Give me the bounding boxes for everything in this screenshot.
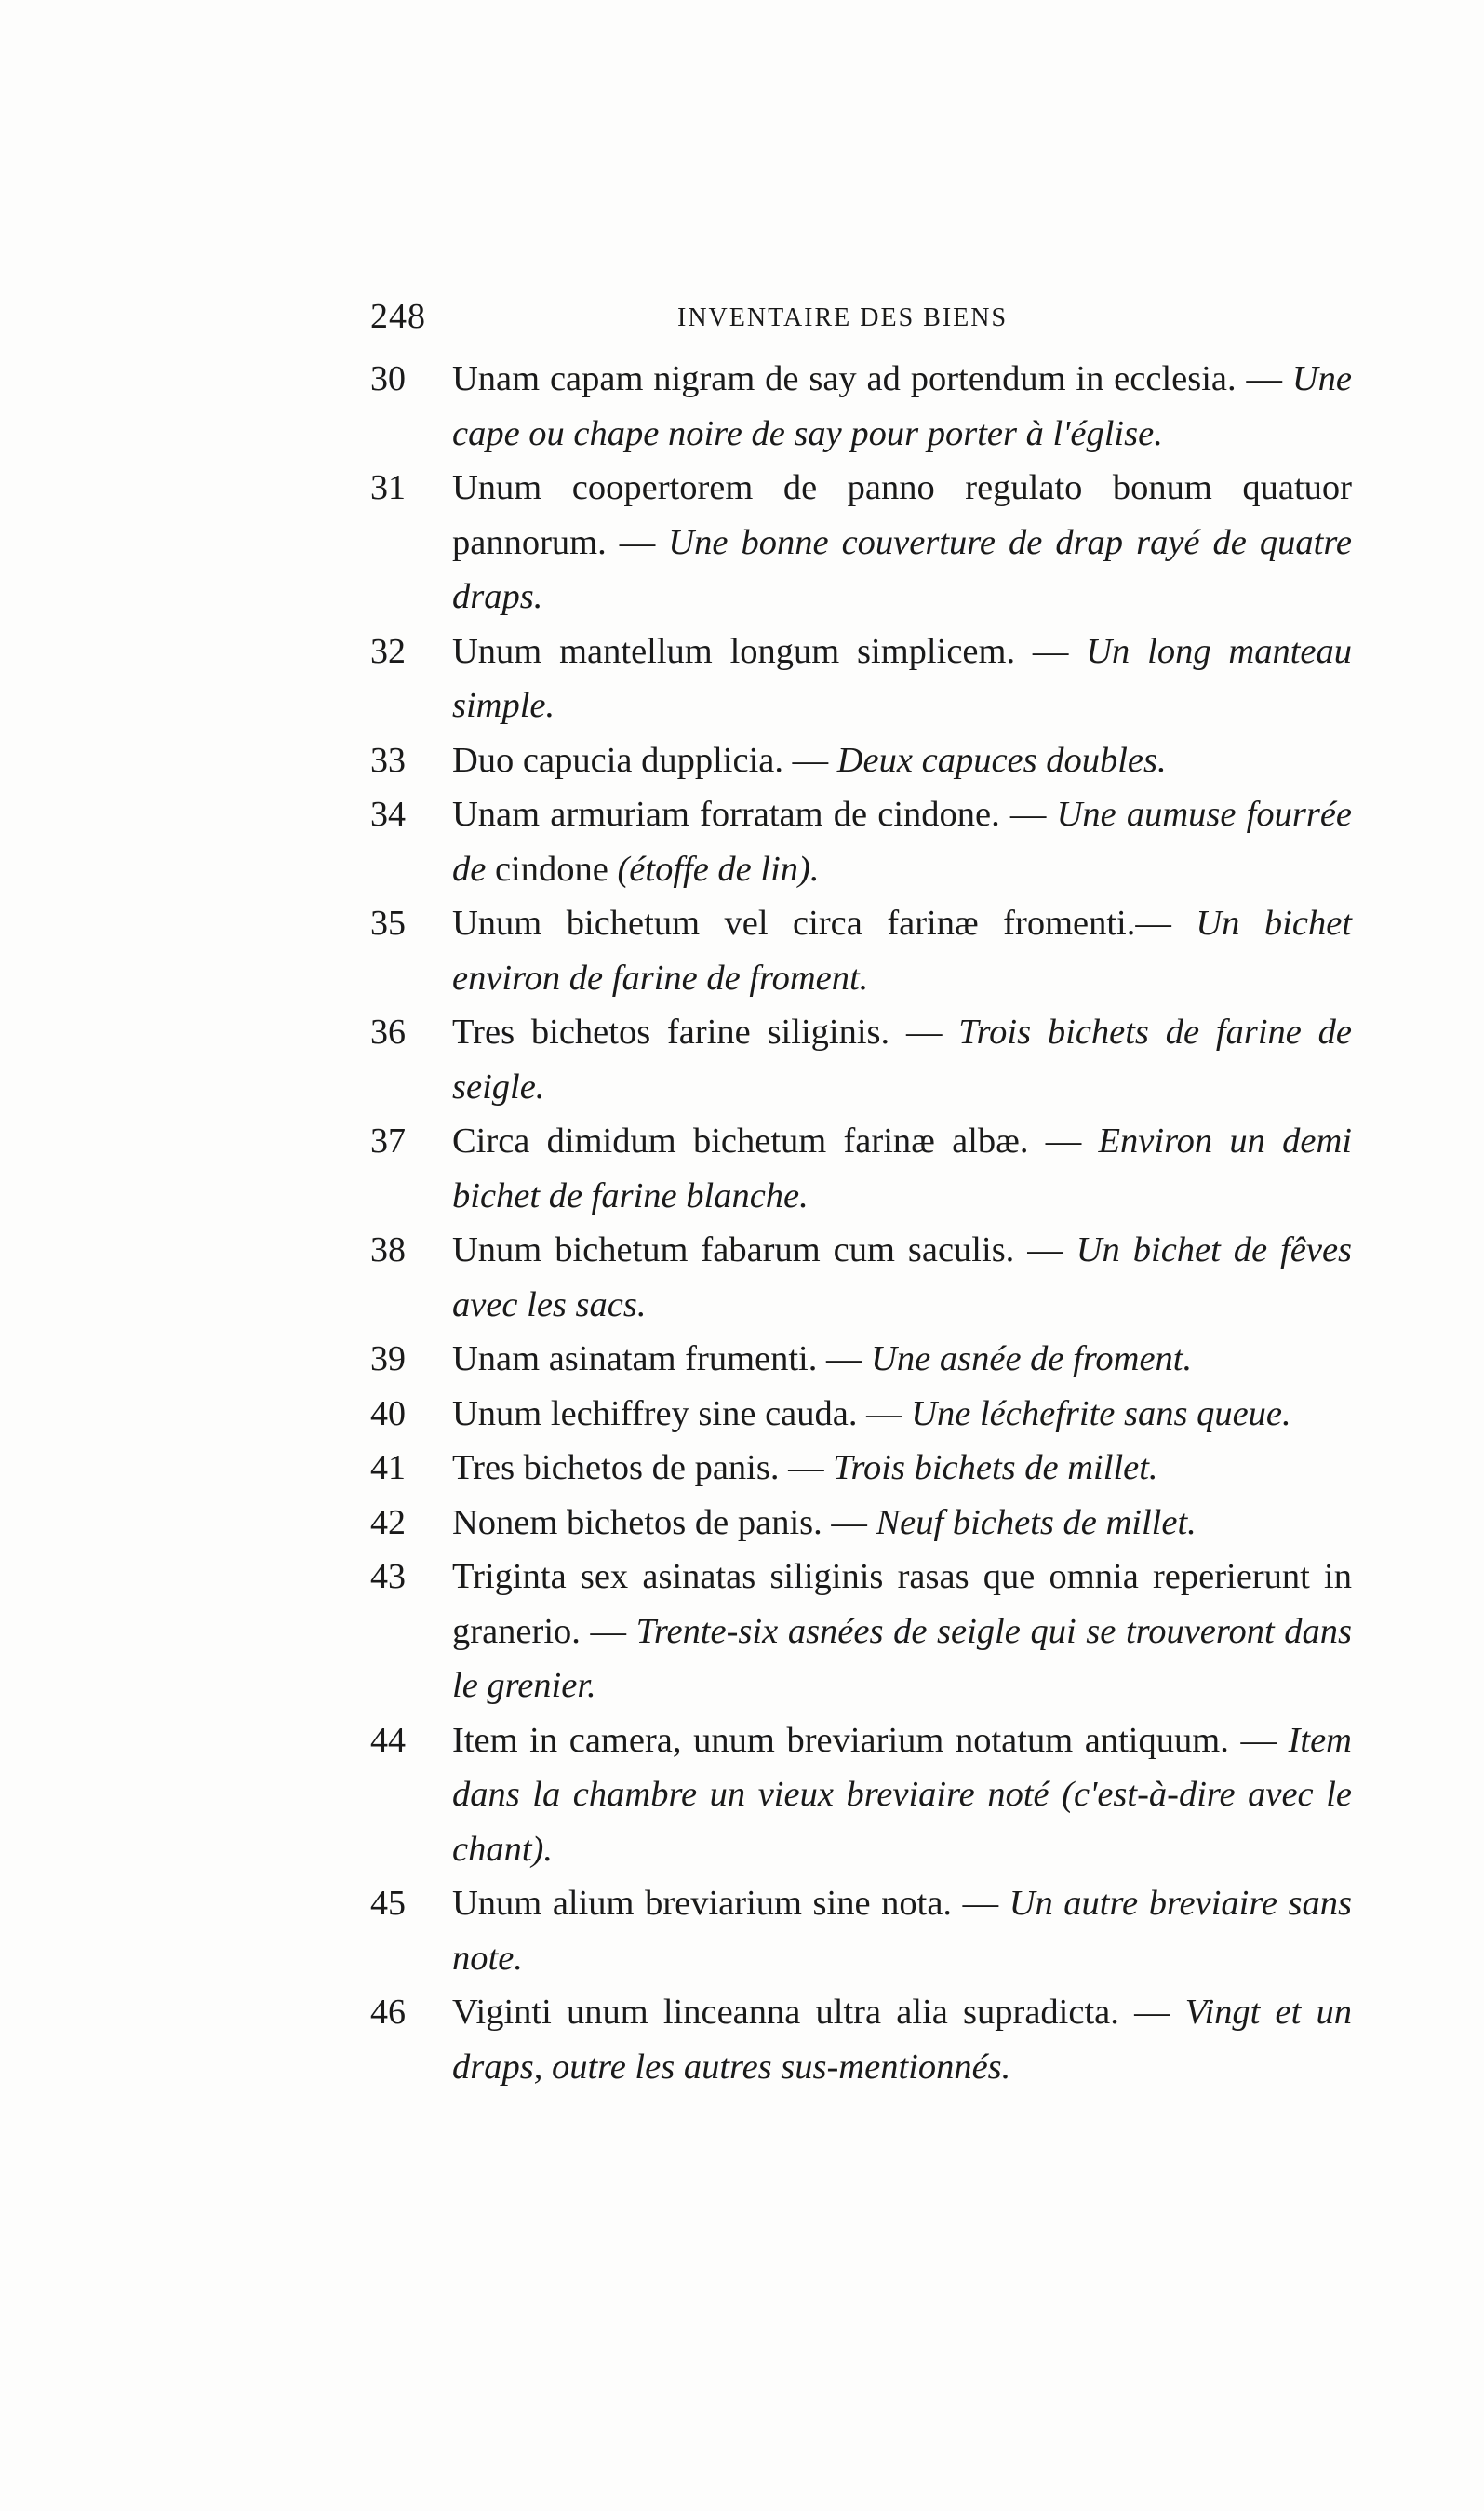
dash-separator: — xyxy=(783,740,837,780)
dash-separator: — xyxy=(817,1339,872,1378)
dash-separator: — xyxy=(606,522,669,562)
entry-text xyxy=(452,352,1352,461)
entry-number: 34 xyxy=(370,795,406,834)
french-translation: Un bichet environ de farine de froment. xyxy=(452,904,1352,998)
list-item xyxy=(370,624,1352,733)
dash-separator: — xyxy=(999,795,1057,834)
entry-number: 37 xyxy=(370,1121,406,1161)
french-translation: Item dans la chambre un vieux breviaire noté (c'est-à-dire avec le chant). xyxy=(452,1720,1352,1869)
inventory-list xyxy=(370,352,1352,2094)
list-item xyxy=(370,1985,1352,2094)
latin-text: Unum bichetum fabarum cum saculis. xyxy=(452,1230,1015,1269)
entry-number: 44 xyxy=(370,1720,406,1760)
list-item xyxy=(370,896,1352,1005)
latin-text: Unum mantellum longum simplicem. xyxy=(452,631,1016,671)
entry-number: 30 xyxy=(370,359,406,398)
french-translation: Trois bichets de millet. xyxy=(833,1448,1158,1487)
latin-text: Item in camera, unum breviarium notatum antiquum. xyxy=(452,1720,1229,1760)
french-translation: Vingt et un draps, outre les autres sus-mentionnés. xyxy=(452,1993,1353,2087)
entry-number: 36 xyxy=(370,1013,406,1052)
dash-separator: — xyxy=(1135,904,1197,943)
list-item xyxy=(370,1332,1352,1387)
entry-number: 43 xyxy=(370,1557,406,1596)
entry-text xyxy=(452,1876,1352,1985)
french-translation: Une cape ou chape noire de say pour porter à l'église. xyxy=(452,359,1353,453)
dash-separator: — xyxy=(889,1013,959,1052)
entry-text xyxy=(452,1005,1352,1114)
latin-text: Tres bichetos de panis. xyxy=(452,1448,780,1487)
latin-text: Nonem bichetos de panis. xyxy=(452,1502,822,1542)
entry-number: 42 xyxy=(370,1502,406,1542)
latin-text: Duo capucia dupplicia. xyxy=(452,740,783,780)
list-item xyxy=(370,787,1352,896)
dash-separator: — xyxy=(580,1611,636,1651)
entry-text xyxy=(452,733,1352,788)
list-item xyxy=(370,1876,1352,1985)
latin-text: Unum lechiffrey sine cauda. xyxy=(452,1393,858,1433)
french-translation: Trois bichets de farine de seigle. xyxy=(452,1013,1353,1107)
list-item xyxy=(370,1223,1352,1332)
dash-separator: — xyxy=(1236,359,1292,398)
entry-number: 40 xyxy=(370,1393,406,1433)
latin-text: Unam asinatam frumenti. xyxy=(452,1339,818,1378)
french-translation: Une asnée de froment. xyxy=(871,1339,1193,1378)
entry-text xyxy=(452,1550,1352,1713)
entry-text xyxy=(452,1985,1352,2094)
entry-text xyxy=(452,1223,1352,1332)
entry-number: 32 xyxy=(370,631,406,671)
latin-text: Unum coopertorem de panno regulato bonum quatuor pannorum. xyxy=(452,468,1352,562)
dash-separator: — xyxy=(779,1448,834,1487)
dash-separator: — xyxy=(1015,631,1087,671)
list-item xyxy=(370,733,1352,788)
entry-text xyxy=(452,1332,1352,1387)
entry-number: 33 xyxy=(370,740,406,780)
latin-text: Unum alium breviarium sine nota. xyxy=(452,1884,953,1923)
list-item xyxy=(370,1496,1352,1551)
latin-text: Viginti unum linceanna ultra alia supradicta. xyxy=(452,1993,1119,2032)
entry-text xyxy=(452,624,1352,733)
entry-number: 39 xyxy=(370,1339,406,1378)
dash-separator: — xyxy=(822,1502,876,1542)
entry-number: 35 xyxy=(370,904,406,943)
list-item xyxy=(370,1005,1352,1114)
dash-separator: — xyxy=(1028,1121,1099,1161)
dash-separator: — xyxy=(1118,1993,1185,2032)
entry-number: 41 xyxy=(370,1448,406,1487)
latin-text-inline: cindone xyxy=(486,849,618,889)
running-head xyxy=(370,296,1352,342)
running-title: INVENTAIRE DES BIENS xyxy=(677,303,1009,332)
entry-number: 46 xyxy=(370,1993,406,2032)
dash-separator: — xyxy=(857,1393,912,1433)
entry-text xyxy=(452,787,1352,896)
entry-text xyxy=(452,461,1352,624)
list-item xyxy=(370,1550,1352,1713)
latin-text: Unum bichetum vel circa farinæ fromenti. xyxy=(452,904,1136,943)
entry-text xyxy=(452,1441,1352,1496)
entry-number: 38 xyxy=(370,1230,406,1269)
list-item xyxy=(370,352,1352,461)
entry-text xyxy=(452,1713,1352,1877)
french-translation: Une bonne couverture de drap rayé de quatre draps. xyxy=(452,522,1352,616)
entry-number: 31 xyxy=(370,468,406,507)
dash-separator: — xyxy=(1228,1720,1289,1760)
entry-text xyxy=(452,1496,1352,1551)
entry-number: 45 xyxy=(370,1884,406,1923)
dash-separator: — xyxy=(952,1884,1009,1923)
french-translation: Une léchefrite sans queue. xyxy=(911,1393,1291,1433)
french-translation: Neuf bichets de millet. xyxy=(876,1502,1197,1542)
list-item xyxy=(370,461,1352,624)
french-translation: Un autre breviaire sans note. xyxy=(452,1884,1353,1978)
latin-text: Unam armuriam forratam de cindone. xyxy=(452,795,1000,834)
dash-separator: — xyxy=(1014,1230,1076,1269)
french-translation: Un long manteau simple. xyxy=(452,631,1353,725)
french-translation: Deux capuces doubles. xyxy=(836,740,1167,780)
latin-text: Circa dimidum bichetum farinæ albæ. xyxy=(452,1121,1029,1161)
list-item xyxy=(370,1713,1352,1877)
list-item xyxy=(370,1387,1352,1442)
list-item xyxy=(370,1114,1352,1223)
french-translation: Trente-six asnées de seigle qui se trouveront dans le grenier. xyxy=(452,1611,1353,1705)
entry-text xyxy=(452,1114,1352,1223)
french-gloss: (étoffe de lin). xyxy=(617,849,820,889)
list-item xyxy=(370,1441,1352,1496)
latin-text: Unam capam nigram de say ad portendum in ecclesia. xyxy=(452,359,1237,398)
french-translation: Une aumuse fourrée de xyxy=(452,795,1352,889)
entry-text xyxy=(452,1387,1352,1442)
latin-text: Triginta sex asinatas siliginis rasas que omnia reperierunt in granerio. xyxy=(452,1557,1352,1651)
entry-text xyxy=(452,896,1352,1005)
page-number: 248 xyxy=(370,297,426,336)
latin-text: Tres bichetos farine siliginis. xyxy=(452,1013,890,1052)
french-translation: Un bichet de fêves avec les sacs. xyxy=(452,1230,1353,1324)
french-translation: Environ un demi bichet de farine blanche. xyxy=(452,1121,1353,1215)
